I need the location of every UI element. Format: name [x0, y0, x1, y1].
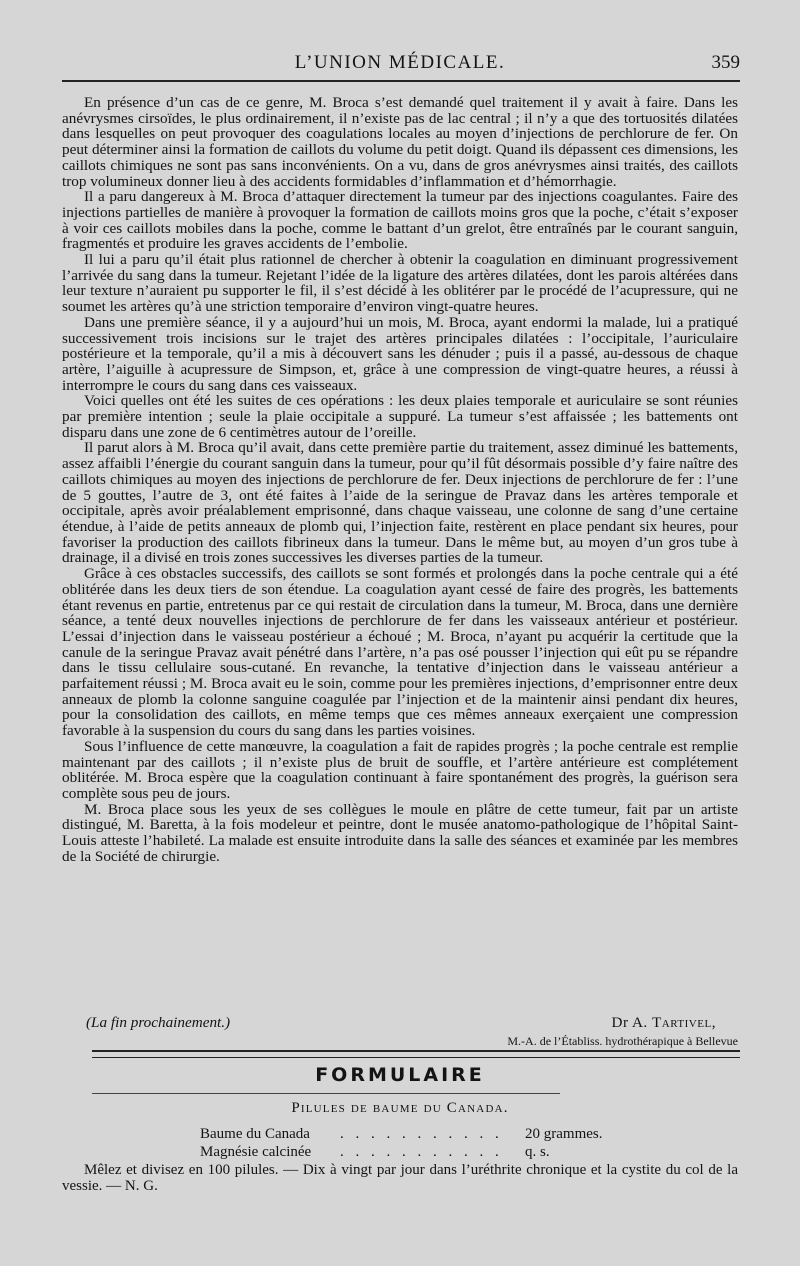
- header-rule: [62, 80, 740, 82]
- paragraph: Sous l’influence de cette manœuvre, la coagulation a fait de rapides progrès ; la poche centrale est remplie maintenant par des caillots ; il n’existe plus de bruit de souffle, et l’artère antérieure est complétement oblitérée. M. Broca espère que la coagulation continuant à faire spontanément des progrès, la guérison sera complète sous peu de jours.: [62, 737, 738, 802]
- paragraph: Il lui a paru qu’il était plus rationnel de chercher à obtenir la coagulation en diminuant progressivement l’arrivée du sang dans la tumeur. Rejetant l’idée de la ligature des artères dilatées, dont les parois altérées dans leur texture n’auraient pu supporter le fil, il s’est décidé à les oblitérer par le procédé de l’acupressure, qui ne soumet les artères qu’à une striction temporaire d’environ vingt-quatre heures.: [62, 251, 738, 316]
- leader-dots: . . . . . . . . . . .: [340, 1144, 503, 1160]
- author-prefix: Dr A.: [611, 1014, 653, 1031]
- running-title: L’UNION MÉDICALE.: [294, 52, 506, 73]
- paragraph: Voici quelles ont été les suites de ces opérations : les deux plaies temporale et auriculaire se sont réunies par première intention ; seule la plaie occipitale a suppuré. La tumeur s’est affaissée ; les battements ont disparu dans une zone de 6 centimètres autour de l’oreille.: [62, 392, 738, 441]
- continued-note: (La fin prochainement.): [86, 1014, 231, 1031]
- author-affiliation: M.-A. de l’Établiss. hydrothérapique à Bellevue: [507, 1034, 738, 1048]
- paragraph: Il a paru dangereux à M. Broca d’attaquer directement la tumeur par des injections coagulantes. Faire des injections partielles de manière à provoquer la formation de caillots moins gros que la poche, c’était s’exposer à voir ces caillots mobiles dans la poche, comme le battant d’un grelot, être entraînés par le courant sanguin, fragmentés et produire les graves accidents de l’embolie.: [62, 188, 738, 253]
- section-title: FORMULAIRE: [315, 1064, 485, 1086]
- article-body: [62, 95, 738, 864]
- ingredient-name: Magnésie calcinée: [200, 1144, 312, 1160]
- page-number: 359: [711, 52, 740, 73]
- ingredient-quantity: 20 grammes.: [525, 1126, 603, 1142]
- recipe-instructions: Mêlez et divisez en 100 pilules. — Dix à vingt par jour dans l’uréthrite chronique et la cystite du col de la vessie. — N. G.: [62, 1162, 738, 1194]
- paragraph: Il parut alors à M. Broca qu’il avait, dans cette première partie du traitement, assez diminué les battements, assez affaibli l’énergie du courant sanguin dans la tumeur, pour qu’il fût désormais possible d’y faire naître des caillots chimiques au moyen des injections de perchlorure de fer. Deux injections de perchlorure de fer : l’une de 5 gouttes, l’autre de 3, ont été faites à l’aide de la seringue de Pravaz dans les artères temporale et occipitale, après avoir préalablement emprisonné, dans chaque vaisseau, une colonne de sang d’une certaine étendue, à l’aide de petits anneaux de plomb qui, l’injection faite, restèrent en place pendant six heures, pour favoriser la production des caillots fibrineux dans la tumeur. Dans le même but, au moyen d’un gros tube à drainage, il a divisé en trois zones successives les diverses parties de la tumeur.: [62, 439, 738, 567]
- ingredient-row: [200, 1144, 620, 1162]
- paragraph: Grâce à ces obstacles successifs, des caillots se sont formés et prolongés dans la poche centrale qui a été oblitérée dans les deux tiers de son étendue. La coagulation ayant cessé de faire des progrès, les battements étant revenus en partie, entretenus par ce qui restait de circulation dans la tumeur, M. Broca, dans une dernière séance, a tenté deux nouvelles injections de perchlorure de fer dans les vaisseaux antérieur et postérieur. L’essai d’injection dans le vaisseau postérieur a échoué ; M. Broca, n’ayant pu acquérir la certitude que la canule de la seringue Pravaz avait pénétré dans l’artère, n’a pas osé pousser l’injection qui eût pu se répandre dans le tissu cellulaire sous-cutané. En revanche, la tentative d’injection dans le vaisseau antérieur a parfaitement réussi ; M. Broca avait eu le soin, comme pour les premières injections, d’emprisonner entre deux anneaux de plomb la colonne sanguine coagulée par l’injection et de la maintenir ainsi pendant dix heures, pour la consolidation des caillots, en même temps que ces mêmes anneaux exerçaient une compression favorable à la suspension du cours du sang dans les parties voisines.: [62, 565, 738, 740]
- paragraph: Dans une première séance, il y a aujourd’hui un mois, M. Broca, ayant endormi la malade, lui a pratiqué successivement trois incisions sur le trajet des artères principales dilatées : l’occipitale, l’auriculaire postérieure et la temporale, qu’il a mis à découvert sans les dénuder ; puis il a passé, au-dessous de chaque artère, l’aiguille à acupressure de Simpson, et, grâce à une compression de vingt-quatre heures, a réussi à interrompre le cours du sang dans ces vaisseaux.: [62, 313, 738, 394]
- ingredient-quantity: q. s.: [525, 1144, 550, 1160]
- ingredient-name: Baume du Canada: [200, 1126, 310, 1142]
- recipe-title: Pilules de baume du Canada.: [291, 1100, 509, 1116]
- paragraph: M. Broca place sous les yeux de ses collègues le moule en plâtre de cette tumeur, fait par un artiste distingué, M. Baretta, à la fois modeleur et peintre, dont le musée anatomo-pathologique de l’hôpital Saint-Louis atteste l’habileté. La malade est ensuite introduite dans la salle des séances et examinée par les membres de la Société de chirurgie.: [62, 800, 738, 865]
- leader-dots: . . . . . . . . . . .: [340, 1126, 503, 1142]
- author-name: Tartivel,: [652, 1014, 716, 1031]
- ingredient-row: [200, 1126, 620, 1144]
- title-rule: [92, 1093, 560, 1094]
- section-divider: [92, 1050, 740, 1058]
- paragraph: En présence d’un cas de ce genre, M. Broca s’est demandé quel traitement il y avait à faire. Dans les anévrysmes cirsoïdes, le plus ordinairement, il n’existe pas de lac central ; il n’y a que des tortuosités dilatées dans lesquelles on peut provoquer des coagulations locales au moyen d’injections de perchlorure de fer. On peut déterminer ainsi la formation de caillots du volume du petit doigt. Quand ils dépassent ces dimensions, les caillots chimiques ne sont pas sans inconvénients. On a vu, dans de gros anévrysmes ainsi traités, des caillots trop volumineux donner lieu à des accidents formidables d’inflammation et d’hémorrhagie.: [62, 94, 738, 190]
- author-signature: [611, 1014, 716, 1032]
- signature-block: [62, 1014, 738, 1054]
- page-header: [60, 52, 740, 78]
